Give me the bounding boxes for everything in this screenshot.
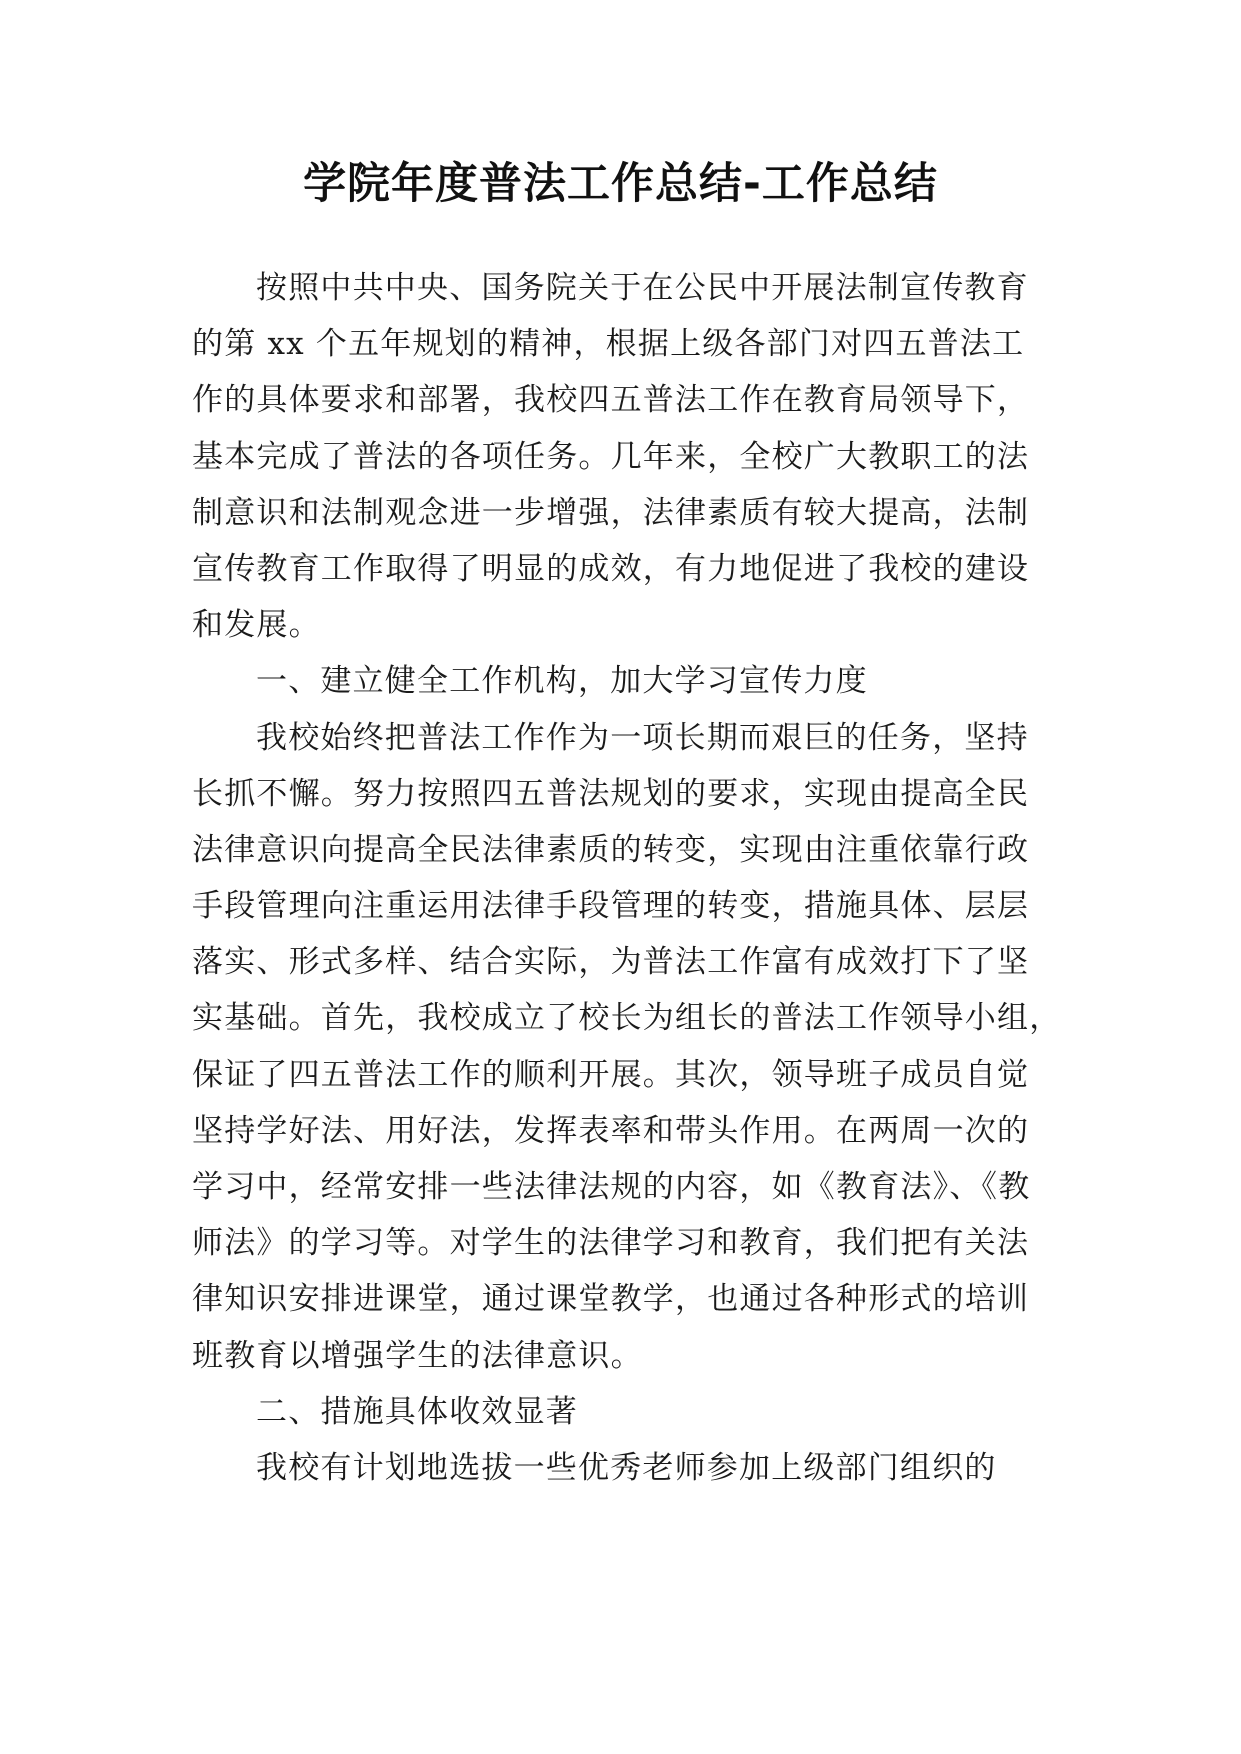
text-line: 坚持学好法、用好法，发挥表率和带头作用。在两周一次的	[192, 1112, 1030, 1149]
text-line: 保证了四五普法工作的顺利开展。其次，领导班子成员自觉	[192, 1056, 1030, 1093]
text-line: 的第 xx 个五年规划的精神，根据上级各部门对四五普法工	[192, 326, 1025, 363]
text-line: 手段管理向注重运用法律手段管理的转变，措施具体、层层	[192, 888, 1030, 925]
text-line: 基本完成了普法的各项任务。几年来，全校广大教职工的法	[192, 438, 1030, 475]
section-heading: 一、建立健全工作机构，加大学习宣传力度	[256, 663, 868, 700]
text-line: 按照中共中央、国务院关于在公民中开展法制宣传教育	[256, 270, 1029, 306]
text-line: 作的具体要求和部署，我校四五普法工作在教育局领导下，	[192, 382, 1030, 419]
document-body	[192, 260, 1062, 1496]
section-2-paragraph	[192, 1440, 1052, 1496]
section-heading: 二、措施具体收效显著	[256, 1393, 578, 1430]
text-line: 我校始终把普法工作作为一项长期而艰巨的任务，坚持	[256, 719, 1029, 756]
text-line: 我校有计划地选拔一些优秀老师参加上级部门组织的	[256, 1449, 997, 1486]
text-line: 律知识安排进课堂，通过课堂教学，也通过各种形式的培训	[192, 1281, 1030, 1318]
section-heading-1	[192, 653, 1052, 709]
text-line: 班教育以增强学生的法律意识。	[192, 1337, 643, 1374]
section-heading-2	[192, 1384, 1052, 1440]
text-line: 和发展。	[192, 607, 321, 644]
text-line: 师法》的学习等。对学生的法律学习和教育，我们把有关法	[192, 1225, 1030, 1262]
text-line: 实基础。首先，我校成立了校长为组长的普法工作领导小组，	[192, 1000, 1062, 1037]
document-title: 学院年度普法工作总结-工作总结	[303, 159, 938, 209]
text-line: 落实、形式多样、结合实际，为普法工作富有成效打下了坚	[192, 944, 1030, 981]
text-line: 长抓不懈。努力按照四五普法规划的要求，实现由提高全民	[192, 775, 1030, 812]
text-line: 制意识和法制观念进一步增强，法律素质有较大提高，法制	[192, 494, 1030, 531]
text-line: 学习中，经常安排一些法律法规的内容，如《教育法》、《教	[192, 1169, 1031, 1205]
section-1-paragraph	[192, 710, 1062, 1384]
text-line: 法律意识向提高全民法律素质的转变，实现由注重依靠行政	[192, 831, 1030, 868]
intro-paragraph	[192, 260, 1052, 653]
text-line: 宣传教育工作取得了明显的成效，有力地促进了我校的建设	[192, 550, 1030, 587]
